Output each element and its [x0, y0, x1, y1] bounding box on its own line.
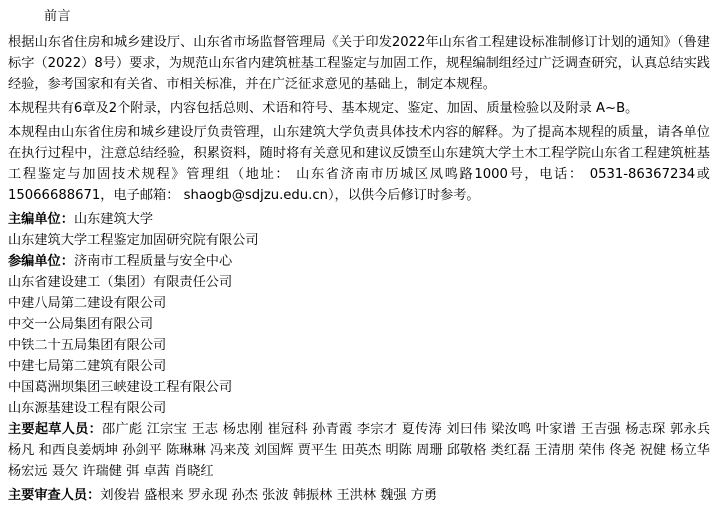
credit-line	[8, 251, 710, 272]
credit-line	[8, 356, 710, 377]
credit-label: 主编单位：	[8, 212, 74, 227]
credit-value: 山东省建设建工（集团）有限责任公司	[8, 275, 233, 290]
credit-value: 济南市工程质量与安全中心	[73, 254, 233, 269]
credit-line	[8, 398, 710, 419]
reviewers-value: 刘俊岩 盛根来 罗永现 孙杰 张波 韩振林 王洪林 魏强 方勇	[100, 488, 438, 503]
credit-line	[8, 209, 710, 230]
credit-line	[8, 230, 710, 251]
credit-value: 山东源基建设工程有限公司	[8, 401, 167, 416]
reviewers-label: 主要审查人员：	[8, 488, 101, 503]
foreword-paragraph-1: 根据山东省住房和城乡建设厅、山东省市场监督管理局《关于印发2022年山东省工程建设标准制修订计划的通知》（鲁建标字（2022）8号）要求，为规范山东省内建筑桩基工程鉴定与加固工作，规程编制组经过广泛调查研究，认真总结实践经验，参考国家和有关省、市相关标准，并在广泛征求意见的基础上，制定本规程。	[8, 35, 710, 92]
reviewers-paragraph	[8, 485, 710, 506]
foreword-paragraph-2: 本规程共有6章及2个附录，内容包括总则、术语和符号、基本规定、鉴定、加固、质量检验以及附录 A~B。	[8, 101, 639, 116]
authors-paragraph	[8, 419, 710, 482]
page-title: 前言	[44, 9, 72, 24]
authors-label: 主要起草人员：	[8, 422, 103, 437]
credit-value: 中交一公局集团有限公司	[8, 317, 154, 332]
foreword-paragraph-3: 本规程由山东省住房和城乡建设厅负责管理，山东建筑大学负责具体技术内容的解释。为了提高本规程的质量，请各单位在执行过程中，注意总结经验，积累资料，随时将有关意见和建议反馈至山东建筑大学土木工程学院山东省工程建筑桩基工程鉴定与加固技术规程》管理组（地址： 山东省济南市历城区凤鸣路1000号，电话： 0531-86367234或15066688671，电子邮箱： shaogb@sdjzu.edu.cn），以供今后修订时参考。	[8, 125, 710, 203]
authors-value: 邵广彪 江宗宝 王志 杨忠刚 崔冠科 孙青霞 李宗才 夏传涛 刘曰伟 梁汝鸣 叶家谱 王吉强 杨志琛 郭永兵 杨凡 和西良姜炳坤 孙剑平 陈琳琳 冯来茂 刘国辉 贾平生 田英杰 明陈 周珊 邱敬格 类红磊 王清朋 荣伟 佟尧 祝健 杨立华 杨宏远 聂欠 许瑞健 弭 卓茜 肖晓红	[8, 422, 711, 479]
credit-value: 山东建筑大学工程鉴定加固研究院有限公司	[8, 233, 259, 248]
credit-line	[8, 293, 710, 314]
credit-line	[8, 314, 710, 335]
credits-list	[8, 209, 710, 419]
credit-line	[8, 272, 710, 293]
credit-value: 中建八局第二建设有限公司	[8, 296, 167, 311]
credit-label: 参编单位：	[8, 254, 74, 269]
credit-line	[8, 377, 710, 398]
credit-value: 中建七局第二建筑有限公司	[8, 359, 167, 374]
credit-value: 中国葛洲坝集团三峡建设工程有限公司	[8, 380, 233, 395]
credit-line	[8, 335, 710, 356]
credit-value: 山东建筑大学	[73, 212, 154, 227]
credit-value: 中铁二十五局集团有限公司	[8, 338, 167, 353]
